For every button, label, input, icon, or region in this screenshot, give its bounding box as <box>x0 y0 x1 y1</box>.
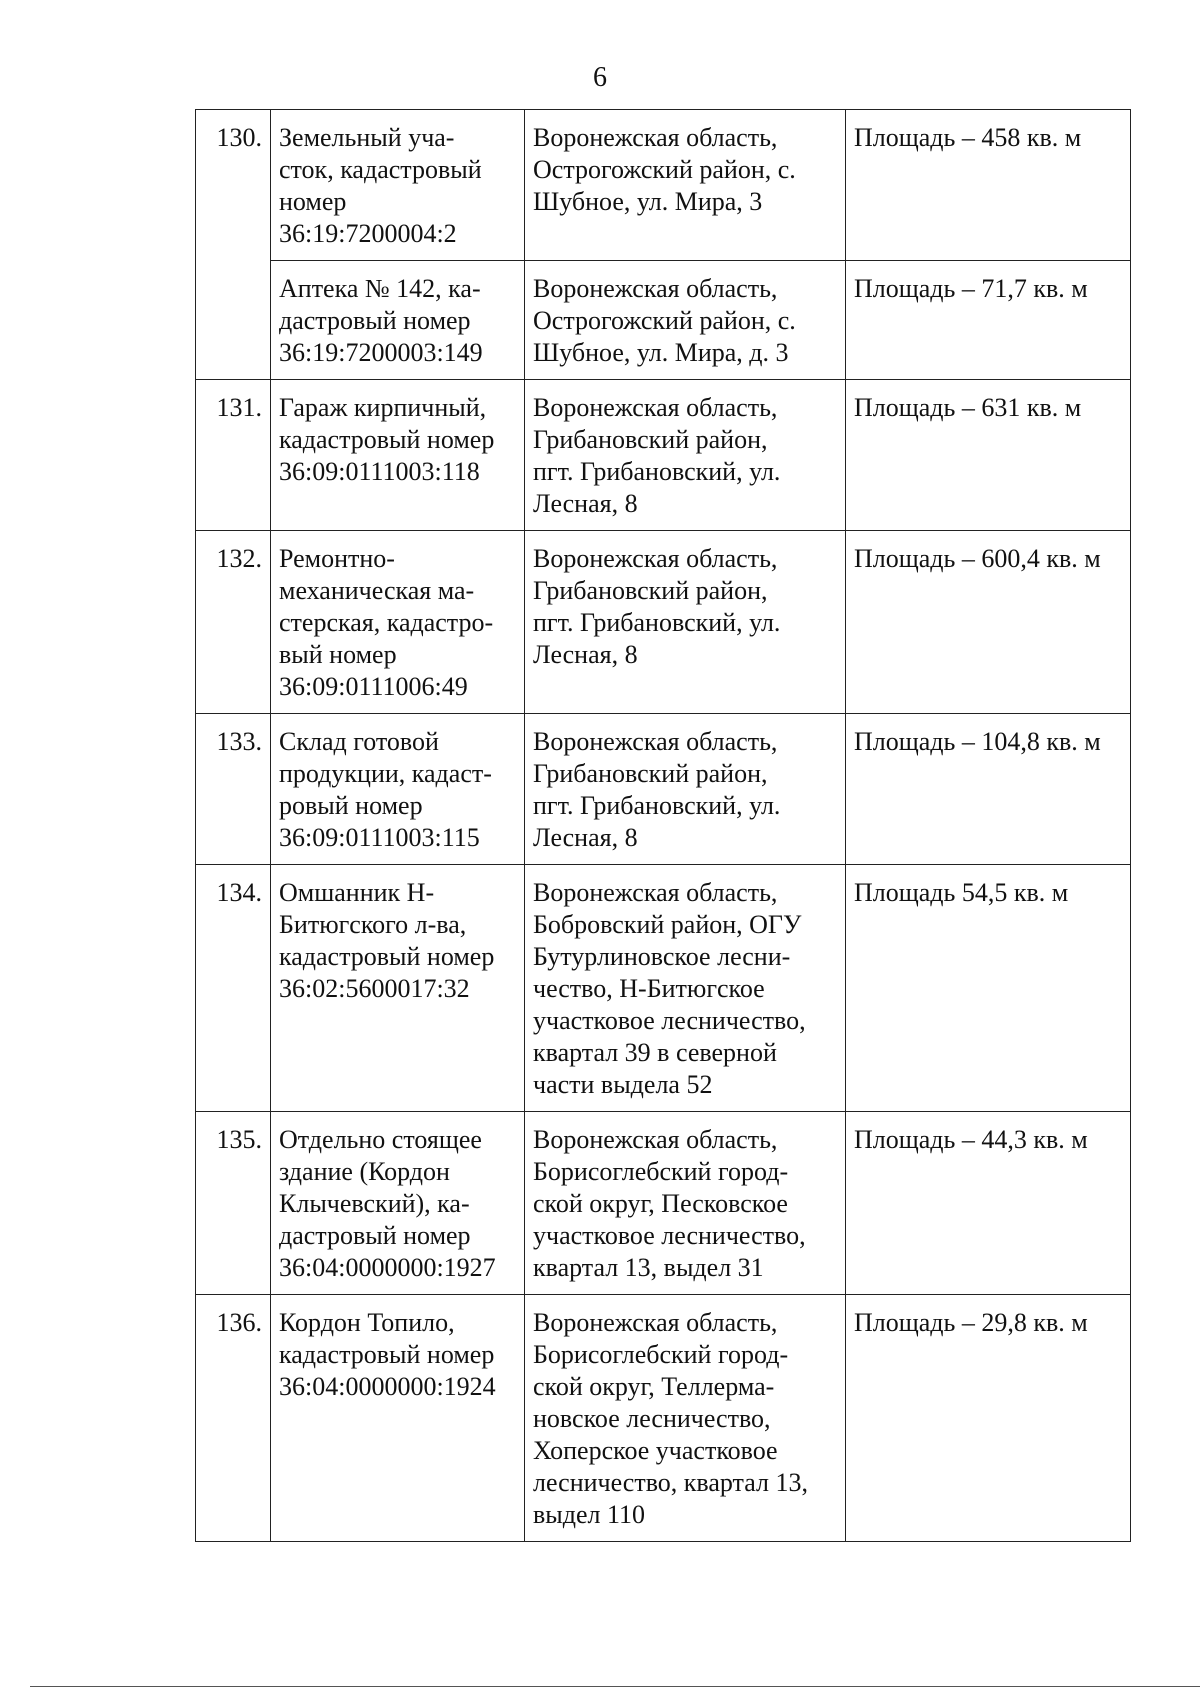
address-line: Грибановский район, <box>533 759 768 788</box>
address-line: Воронежская область, <box>533 123 778 152</box>
row-number: 133. <box>196 714 271 865</box>
row-number: 130. <box>196 110 271 380</box>
object-name-cell <box>271 110 525 261</box>
address-line: Воронежская область, <box>533 274 778 303</box>
object-name-line: Омшанник Н- <box>279 878 435 907</box>
area-cell <box>846 865 1131 1112</box>
address-line: Острогожский район, с. <box>533 306 796 335</box>
object-name-line: 36:19:7200003:149 <box>279 338 483 367</box>
area-cell <box>846 1112 1131 1295</box>
object-name-line: Аптека № 142, ка- <box>279 274 481 303</box>
object-name-line: Клычевский), ка- <box>279 1189 470 1218</box>
object-name-line: 36:02:5600017:32 <box>279 974 470 1003</box>
object-name-cell <box>271 1112 525 1295</box>
address-line: ской округ, Теллерма- <box>533 1372 775 1401</box>
address-line: участковое лесничество, <box>533 1006 806 1035</box>
address-line: Воронежская область, <box>533 727 778 756</box>
area-cell <box>846 261 1131 380</box>
object-name-line: Битюгского л-ва, <box>279 910 467 939</box>
object-name-line: Отдельно стоящее <box>279 1125 482 1154</box>
object-name-line: механическая ма- <box>279 576 475 605</box>
object-name-line: дастровый номер <box>279 306 471 335</box>
object-name-line: 36:04:0000000:1927 <box>279 1253 496 1282</box>
address-cell <box>525 531 846 714</box>
object-name-line: здание (Кордон <box>279 1157 450 1186</box>
object-name-line: Ремонтно- <box>279 544 395 573</box>
area-value: Площадь – 458 кв. м <box>854 123 1082 152</box>
address-line: Лесная, 8 <box>533 489 638 518</box>
address-line: пгт. Грибановский, ул. <box>533 457 781 486</box>
row-number: 131. <box>196 380 271 531</box>
address-cell <box>525 380 846 531</box>
address-line: новское лесничество, <box>533 1404 771 1433</box>
table-row <box>196 1295 1131 1542</box>
table-row <box>196 714 1131 865</box>
address-line: Лесная, 8 <box>533 823 638 852</box>
address-line: квартал 13, выдел 31 <box>533 1253 764 1282</box>
object-name-line: 36:09:0111003:118 <box>279 457 480 486</box>
address-line: Воронежская область, <box>533 878 778 907</box>
address-cell <box>525 261 846 380</box>
object-name-line: кадастровый номер <box>279 1340 495 1369</box>
area-cell <box>846 110 1131 261</box>
page-bottom-rule <box>30 1686 1200 1687</box>
object-name-cell <box>271 714 525 865</box>
address-line: Грибановский район, <box>533 576 768 605</box>
object-name-line: Кордон Топило, <box>279 1308 455 1337</box>
address-cell <box>525 1295 846 1542</box>
object-name-line: кадастровый номер <box>279 942 495 971</box>
address-line: Борисоглебский город- <box>533 1157 789 1186</box>
row-number: 134. <box>196 865 271 1112</box>
address-line: Шубное, ул. Мира, 3 <box>533 187 763 216</box>
address-cell <box>525 865 846 1112</box>
row-number: 135. <box>196 1112 271 1295</box>
address-line: участковое лесничество, <box>533 1221 806 1250</box>
object-name-cell <box>271 865 525 1112</box>
area-value: Площадь – 631 кв. м <box>854 393 1082 422</box>
address-line: Воронежская область, <box>533 1308 778 1337</box>
area-cell <box>846 714 1131 865</box>
object-name-line: 36:04:0000000:1924 <box>279 1372 496 1401</box>
object-name-line: дастровый номер <box>279 1221 471 1250</box>
object-name-cell <box>271 1295 525 1542</box>
area-value: Площадь – 71,7 кв. м <box>854 274 1088 303</box>
object-name-line: вый номер <box>279 640 397 669</box>
object-name-line: Склад готовой <box>279 727 439 756</box>
object-name-line: ровый номер <box>279 791 423 820</box>
area-value: Площадь – 29,8 кв. м <box>854 1308 1088 1337</box>
area-cell <box>846 531 1131 714</box>
address-line: выдел 110 <box>533 1500 646 1529</box>
address-line: квартал 39 в северной <box>533 1038 777 1067</box>
address-line: пгт. Грибановский, ул. <box>533 791 781 820</box>
area-value: Площадь 54,5 кв. м <box>854 878 1069 907</box>
address-cell <box>525 1112 846 1295</box>
address-line: ской округ, Песковское <box>533 1189 788 1218</box>
area-cell <box>846 380 1131 531</box>
object-name-line: Земельный уча- <box>279 123 455 152</box>
area-value: Площадь – 600,4 кв. м <box>854 544 1101 573</box>
table-row <box>196 380 1131 531</box>
address-line: Воронежская область, <box>533 544 778 573</box>
address-line: Острогожский район, с. <box>533 155 796 184</box>
address-line: чество, Н-Битюгское <box>533 974 765 1003</box>
table-body <box>196 110 1131 1542</box>
address-line: Хоперское участковое <box>533 1436 778 1465</box>
address-line: пгт. Грибановский, ул. <box>533 608 781 637</box>
object-name-cell <box>271 261 525 380</box>
object-name-line: 36:09:0111006:49 <box>279 672 468 701</box>
table-row <box>196 1112 1131 1295</box>
object-name-line: кадастровый номер <box>279 425 495 454</box>
address-line: Бутурлиновское лесни- <box>533 942 791 971</box>
page-number: 6 <box>593 62 607 93</box>
object-name-cell <box>271 531 525 714</box>
row-number: 132. <box>196 531 271 714</box>
table-row <box>196 110 1131 261</box>
address-line: части выдела 52 <box>533 1070 713 1099</box>
object-name-line: стерская, кадастро- <box>279 608 494 637</box>
object-name-line: сток, кадастровый <box>279 155 482 184</box>
property-table <box>195 109 1131 1542</box>
area-value: Площадь – 104,8 кв. м <box>854 727 1101 756</box>
area-value: Площадь – 44,3 кв. м <box>854 1125 1088 1154</box>
address-line: лесничество, квартал 13, <box>533 1468 808 1497</box>
address-cell <box>525 110 846 261</box>
address-cell <box>525 714 846 865</box>
object-name-line: Гараж кирпичный, <box>279 393 487 422</box>
table-row <box>196 865 1131 1112</box>
object-name-line: 36:19:7200004:2 <box>279 219 457 248</box>
address-line: Воронежская область, <box>533 1125 778 1154</box>
object-name-line: 36:09:0111003:115 <box>279 823 480 852</box>
address-line: Борисоглебский город- <box>533 1340 789 1369</box>
address-line: Шубное, ул. Мира, д. 3 <box>533 338 789 367</box>
object-name-cell <box>271 380 525 531</box>
address-line: Бобровский район, ОГУ <box>533 910 802 939</box>
table-row <box>196 261 1131 380</box>
object-name-line: продукции, кадаст- <box>279 759 492 788</box>
address-line: Лесная, 8 <box>533 640 638 669</box>
area-cell <box>846 1295 1131 1542</box>
address-line: Воронежская область, <box>533 393 778 422</box>
row-number: 136. <box>196 1295 271 1542</box>
address-line: Грибановский район, <box>533 425 768 454</box>
object-name-line: номер <box>279 187 347 216</box>
table-row <box>196 531 1131 714</box>
